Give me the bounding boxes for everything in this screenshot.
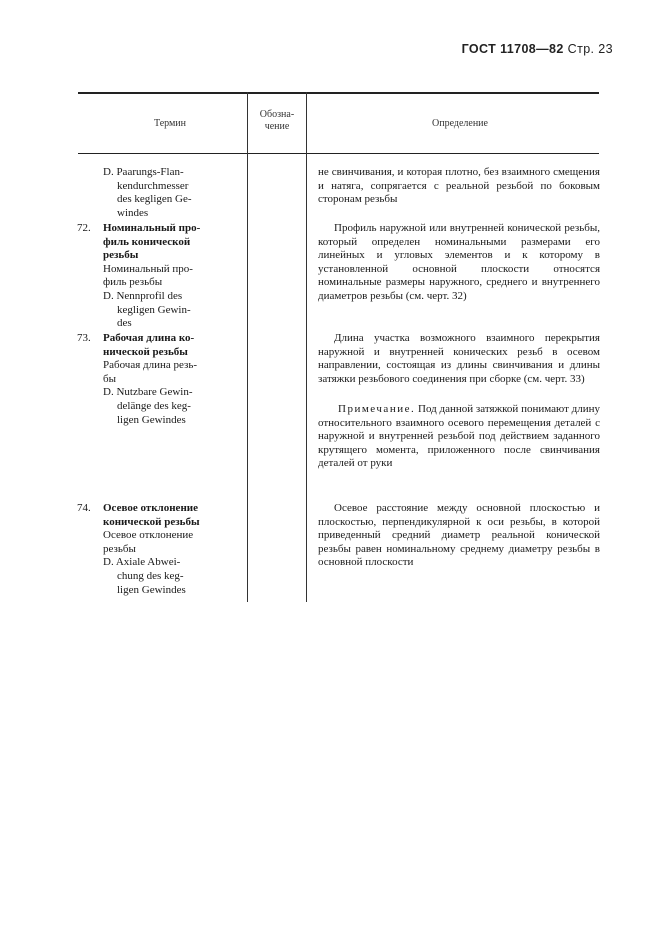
term-number: 72. [77, 222, 91, 234]
column-divider-left [247, 92, 248, 602]
german-term-line: ligen Gewindes [117, 583, 186, 596]
definition-text: не свинчивания, и которая плотно, без взаимного смещения и натяга, сопрягается с реальной резьбой по боковым сторонам резьбы [318, 166, 600, 206]
column-header-symbol-line1: Обозна- [259, 109, 295, 120]
german-term-line: kegligen Gewin- [117, 303, 191, 316]
definition-71-continuation [318, 166, 600, 207]
term-number: 74. [77, 502, 91, 514]
term-main-line: Осевое отклонение [103, 502, 198, 514]
term-main-line: Рабочая длина ко- [103, 332, 195, 344]
term-71-continuation [103, 166, 243, 220]
table-header-rule [78, 153, 599, 154]
term-synonym-line: Рабочая длина резь- [103, 359, 198, 372]
term-synonym-line: Номинальный про- [103, 262, 193, 275]
page-header [462, 42, 613, 56]
term-74 [77, 502, 243, 597]
german-term-line: ligen Gewindes [117, 413, 186, 426]
definition-text: Профиль наружной или внутренней конической резьбы, который определен номинальными размерами его линейных и угловых элементов и к которому в установленной основной плоскости относятся номинальные размеры наружного, среднего и внутреннего диаметров резьбы (см. черт. 32) [318, 222, 600, 302]
german-term-line: delänge des keg- [117, 399, 191, 412]
term-73 [77, 332, 243, 427]
german-term-line: kendurchmesser [117, 179, 189, 192]
german-term-line: chung des keg- [117, 569, 184, 582]
definition-73-note [318, 403, 600, 471]
german-term-line: D. Nutzbare Gewin- [103, 386, 193, 399]
german-term-line: des kegligen Ge- [117, 193, 192, 206]
term-synonym-line: резьбы [103, 542, 136, 555]
german-term-line: D. Axiale Abwei- [103, 556, 181, 569]
term-synonym-line: филь резьбы [103, 276, 163, 289]
german-term-line: windes [117, 206, 149, 219]
term-main-line: филь конической [103, 235, 191, 248]
standard-number: ГОСТ 11708—82 [461, 42, 564, 56]
term-synonym-line: Осевое отклонение [103, 529, 194, 542]
term-72 [77, 222, 243, 331]
column-divider-right [306, 92, 307, 602]
column-header-symbol-line2: чение [264, 121, 290, 132]
term-main-line: резьбы [103, 249, 139, 262]
definition-72 [318, 222, 600, 304]
term-main-line: нической резьбы [103, 345, 188, 358]
column-header-term: Термин [153, 118, 187, 129]
column-header-definition: Определение [432, 118, 488, 129]
definition-74 [318, 502, 600, 570]
note-paragraph [318, 403, 600, 471]
term-synonym-line: бы [103, 372, 116, 385]
table-top-rule [78, 92, 599, 94]
term-main-line: конической резьбы [103, 515, 200, 528]
definition-73 [318, 332, 600, 386]
note-label: Примечание. [338, 403, 416, 415]
definition-text: Длина участка возможного взаимного перекрытия наружной и внутренней конических резьб в осевом направлении, состоящая из длины свинчивания и длины затяжки резьбового соединения при сборке (см. черт. 33) [318, 332, 600, 385]
definition-text: Осевое расстояние между основной плоскостью и плоскостью, перпендикулярной к оси резьбы, в которой приведенный средний диаметр реальной конической резьбы равен номинальному среднему диаметру резьбы в основной плоскости [318, 502, 600, 569]
german-term-line: D. Nennprofil des [103, 289, 183, 302]
note-text: Под данной затяжкой понимают длину относительного взаимного осевого перемещения деталей с наружной и внутренней резьбой под действием заданного крутящего момента, приложенного после свинчивания деталей от руки [318, 403, 601, 470]
term-number: 73. [77, 332, 91, 344]
page-number: Стр. 23 [567, 42, 613, 56]
german-term-line: D. Paarungs-Flan- [103, 166, 184, 178]
term-main-line: Номинальный про- [103, 222, 201, 234]
column-header-symbol [249, 109, 305, 133]
german-term-line: des [117, 317, 132, 330]
